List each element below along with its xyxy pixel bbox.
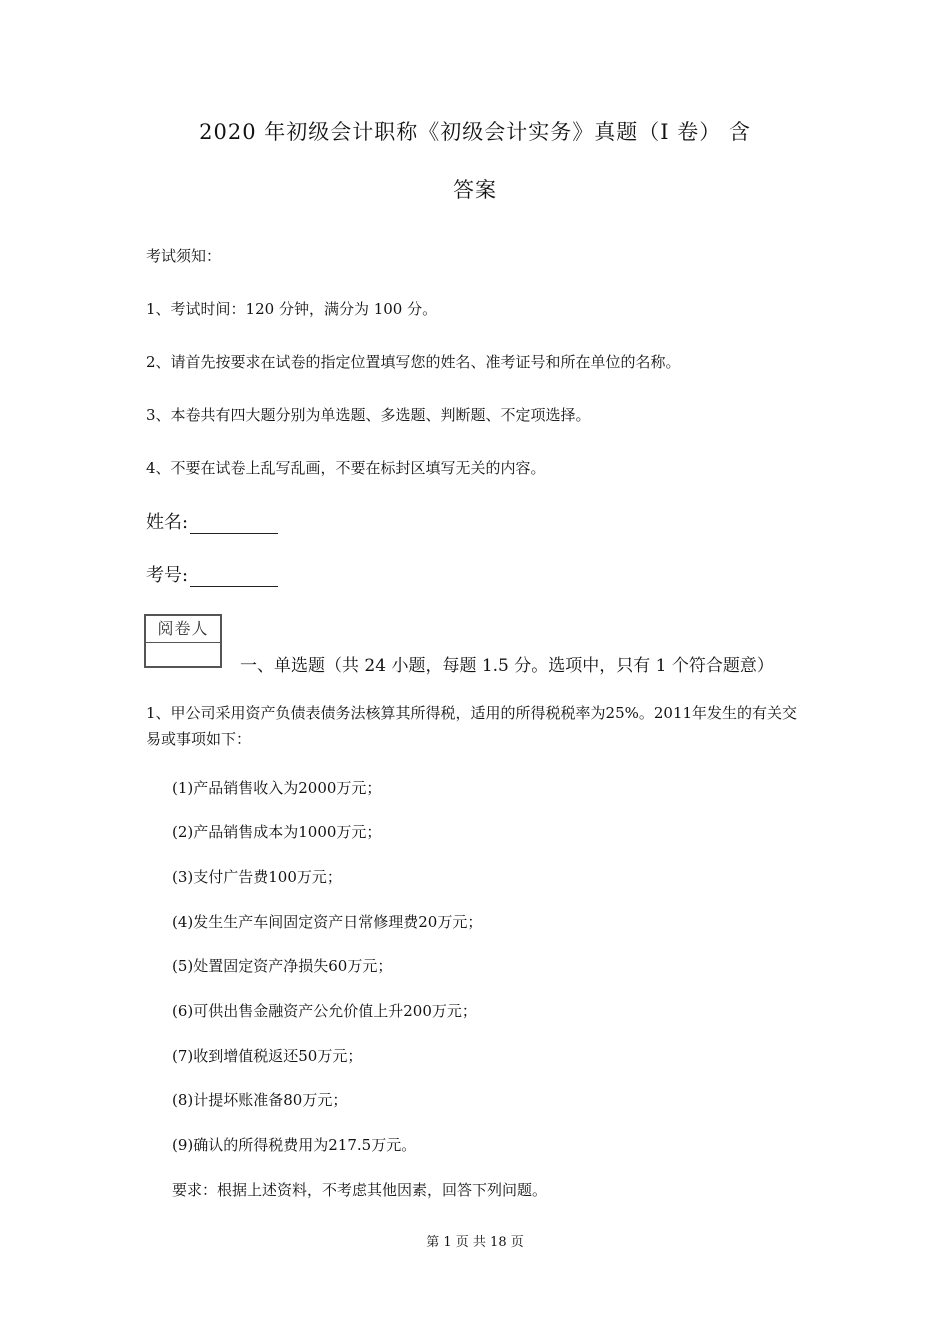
document-title-line1: 2020 年初级会计职称《初级会计实务》真题（I 卷） 含 <box>199 120 751 144</box>
section-title: 一、单选题（共 24 小题，每题 1.5 分。选项中，只有 1 个符合题意） <box>240 656 774 676</box>
notice-item-4: 4、不要在试卷上乱写乱画，不要在标封区填写无关的内容。 <box>146 459 546 477</box>
notice-item-2: 2、请首先按要求在试卷的指定位置填写您的姓名、准考证号和所在单位的名称。 <box>146 353 681 371</box>
question-1-item-1: (1)产品销售收入为2000万元； <box>172 779 382 797</box>
question-1-item-3: (3)支付广告费100万元； <box>172 868 342 886</box>
document-title-line2: 答案 <box>453 178 497 202</box>
question-1-requirement: 要求：根据上述资料，不考虑其他因素，回答下列问题。 <box>172 1181 548 1199</box>
exam-id-field[interactable] <box>146 561 278 587</box>
question-1-item-2: (2)产品销售成本为1000万元； <box>172 823 382 841</box>
notice-heading: 考试须知： <box>146 247 222 265</box>
question-1-item-8: (8)计提坏账准备80万元； <box>172 1091 348 1109</box>
question-1-item-6: (6)可供出售金融资产公允价值上升200万元； <box>172 1002 477 1020</box>
notice-item-3: 3、本卷共有四大题分别为单选题、多选题、判断题、不定项选择。 <box>146 406 591 424</box>
notice-item-1: 1、考试时间：120 分钟，满分为 100 分。 <box>146 300 438 318</box>
grader-label: 阅卷人 <box>146 616 220 643</box>
exam-id-blank-line[interactable] <box>190 568 278 587</box>
name-label: 姓名: <box>146 512 189 533</box>
name-field[interactable] <box>146 508 278 534</box>
question-1-item-5: (5)处置固定资产净损失60万元； <box>172 957 393 975</box>
question-1-item-9: (9)确认的所得税费用为217.5万元。 <box>172 1136 417 1154</box>
name-blank-line[interactable] <box>190 515 278 534</box>
exam-id-label: 考号: <box>146 565 189 586</box>
question-1-stem: 1、甲公司采用资产负债表债务法核算其所得税，适用的所得税税率为25%。2011年发生的有关交易或事项如下： <box>146 704 798 748</box>
grader-box <box>144 614 222 668</box>
question-1-item-4: (4)发生生产车间固定资产日常修理费20万元； <box>172 913 483 931</box>
question-1-item-7: (7)收到增值税返还50万元； <box>172 1047 363 1065</box>
page-number: 第 1 页 共 18 页 <box>426 1235 524 1250</box>
